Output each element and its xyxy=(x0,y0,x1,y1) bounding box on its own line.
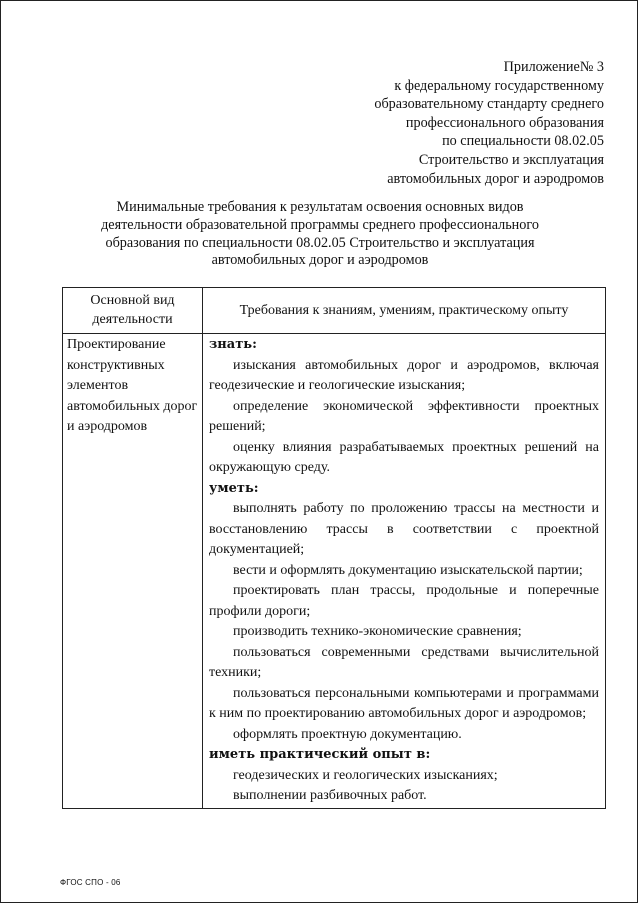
appendix-line: профессионального образования xyxy=(405,114,604,131)
appendix-line: Приложение№ 3 xyxy=(503,59,604,75)
appendix-line: Строительство и эксплуатация xyxy=(418,151,604,168)
know-item: изыскания автомобильных дорог и аэродромов, включая геодезические и геологические изыскания; xyxy=(209,357,599,393)
title-line: Минимальные требования к результатам освоения основных видов xyxy=(116,199,524,215)
table-row xyxy=(63,334,606,809)
experience-item: геодезических и геологических изысканиях; xyxy=(233,767,498,783)
appendix-line: образовательному стандарту среднего xyxy=(374,96,604,113)
header-requirements: Требования к знаниям, умениям, практическому опыту xyxy=(203,288,606,334)
title-line: образования по специальности 08.02.05 Строительство и эксплуатация xyxy=(105,234,535,251)
appendix-line: автомобильных дорог и аэродромов xyxy=(387,170,604,187)
skill-item: выполнять работу по проложению трассы на местности и восстановлению трассы в соответствии с проектной документацией; xyxy=(209,501,599,557)
appendix-line: к федеральному государственному xyxy=(394,77,604,94)
know-item: оценку влияния разрабатываемых проектных решений на окружающую среду. xyxy=(209,439,599,475)
skill-item: пользоваться современными средствами вычислительной техники; xyxy=(209,644,599,680)
experience-heading: иметь практический опыт в: xyxy=(209,747,431,762)
requirements-cell xyxy=(203,334,606,809)
skills-heading: уметь: xyxy=(209,480,259,496)
know-item: определение экономической эффективности проектных решений; xyxy=(209,398,599,434)
experience-item: выполнении разбивочных работ. xyxy=(233,788,427,803)
footer-code: ФГОС СПО - 06 xyxy=(60,878,121,887)
appendix-block xyxy=(304,58,604,188)
document-title xyxy=(60,199,580,270)
title-line: автомобильных дорог и аэродромов xyxy=(211,252,429,269)
skill-item: вести и оформлять документацию изыскательской партии; xyxy=(233,562,583,578)
requirements-table xyxy=(62,287,606,809)
skill-item: оформлять проектную документацию. xyxy=(233,726,462,742)
skill-item: проектировать план трассы, продольные и поперечные профили дороги; xyxy=(209,583,599,619)
appendix-line: по специальности 08.02.05 xyxy=(442,133,604,150)
header-activity: Основной вид деятельности xyxy=(63,288,203,334)
skill-item: пользоваться персональными компьютерами и программами к ним по проектированию автомобильных дорог и аэродромов; xyxy=(209,685,599,721)
activity-cell: Проектирование конструктивных элементов автомобильных дорог и аэродромов xyxy=(63,334,203,809)
table-header-row xyxy=(63,288,606,334)
skill-item: производить технико-экономические сравнения; xyxy=(233,624,522,639)
know-heading: знать: xyxy=(209,337,257,352)
title-line: деятельности образовательной программы среднего профессионального xyxy=(101,216,539,233)
